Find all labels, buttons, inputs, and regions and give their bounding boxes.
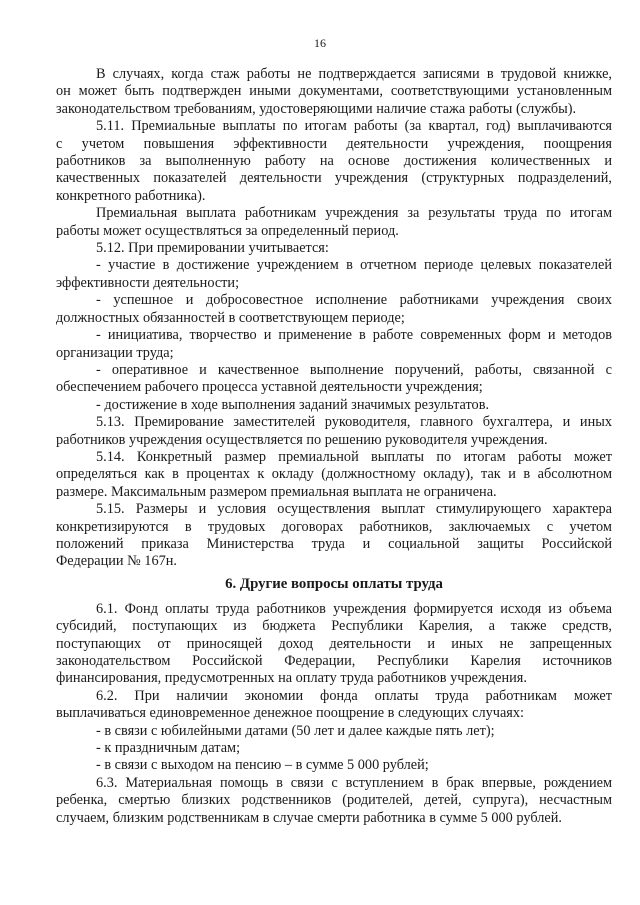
text-line: 6.3. Материальная помощь в связи с вступлением в брак впервые, рождением bbox=[96, 774, 612, 791]
text-line: конкретизируются в трудовых договорах работников, заключаемых с учетом bbox=[56, 518, 612, 535]
text-line: 5.11. Премиальные выплаты по итогам работы (за квартал, год) выплачиваются bbox=[96, 118, 612, 135]
text-line: качественных показателей деятельности учреждения (структурных подразделений, bbox=[56, 170, 612, 187]
text-line: - в связи с выходом на пенсию – в сумме 5 000 рублей; bbox=[96, 757, 429, 774]
text-line: - успешное и добросовестное исполнение работниками учреждения своих bbox=[96, 292, 612, 309]
text-line: организации труда; bbox=[56, 344, 174, 361]
text-line: с учетом повышения эффективности деятельности учреждения, поощрения bbox=[56, 135, 612, 152]
document-body bbox=[56, 66, 612, 827]
text-line: конкретного работника). bbox=[56, 187, 206, 204]
section-5-paragraphs bbox=[56, 66, 612, 571]
text-line: размере. Максимальным размером премиальная выплата не ограничена. bbox=[56, 483, 497, 500]
text-line: работников учреждения осуществляется по решению руководителя учреждения. bbox=[56, 431, 548, 448]
text-line: работников за выполненную работу на основе достижения количественных и bbox=[56, 153, 612, 170]
text-line: - в связи с юбилейными датами (50 лет и далее каждые пять лет); bbox=[96, 722, 495, 739]
text-line: ребенка, смертью близких родственников (родителей, детей, супруга), несчастным bbox=[56, 792, 612, 809]
text-line: Премиальная выплата работникам учреждения за результаты труда по итогам bbox=[96, 205, 612, 222]
text-line: - к праздничным датам; bbox=[96, 740, 241, 757]
text-line: работы может осуществляться за определенный период. bbox=[56, 222, 399, 239]
text-line: случаем, близким родственникам в случае смерти работника в сумме 5 000 рублей. bbox=[56, 809, 562, 826]
text-line: законодательством Российской Федерации, Республики Карелия источников bbox=[56, 653, 612, 669]
section-6-paragraphs bbox=[56, 601, 612, 827]
text-line: он может быть подтвержден иными документами, соответствующими установленным bbox=[56, 83, 612, 100]
text-line: должностных обязанностей в соответствующем периоде; bbox=[56, 309, 405, 326]
page-number: 16 bbox=[314, 36, 326, 50]
text-line: 6.2. При наличии экономии фонда оплаты труда работникам может bbox=[96, 687, 612, 704]
text-line: законодательством требованиям, удостоверяющими наличие стажа работы (службы). bbox=[56, 100, 577, 117]
text-line: субсидий, поступающих из бюджета Республики Карелия, а также средств, bbox=[56, 618, 612, 635]
text-line: - инициатива, творчество и применение в работе современных форм и методов bbox=[96, 327, 612, 344]
text-line: финансирования, предусмотренных на оплату труда работников учреждения. bbox=[56, 670, 527, 687]
text-line: 5.12. При премировании учитывается: bbox=[96, 240, 329, 257]
text-line: - достижение в ходе выполнения заданий значимых результатов. bbox=[96, 396, 490, 413]
text-line: эффективности деятельности; bbox=[56, 274, 240, 291]
text-line: поступающих от приносящей доход деятельности и иных не запрещенных bbox=[56, 635, 612, 652]
text-line: - оперативное и качественное выполнение поручений, работы, связанной с bbox=[96, 361, 612, 378]
text-line: положений приказа Министерства труда и социальной защиты Российской bbox=[56, 535, 612, 552]
text-line: 5.13. Премирование заместителей руководителя, главного бухгалтера, и иных bbox=[96, 414, 612, 431]
text-line: обеспечением рабочего процесса уставной деятельности учреждения; bbox=[56, 379, 483, 396]
text-line: 5.14. Конкретный размер премиальной выплаты по итогам работы может bbox=[96, 448, 612, 465]
text-line: определяться как в процентах к окладу (должностному окладу), так и в абсолютном bbox=[56, 466, 612, 483]
text-line: 5.15. Размеры и условия осуществления выплат стимулирующего характера bbox=[96, 501, 612, 518]
text-line: Федерации № 167н. bbox=[56, 553, 177, 570]
text-line: - участие в достижение учреждением в отчетном периоде целевых показателей bbox=[96, 257, 612, 274]
text-line: выплачиваться единовременное денежное поощрение в следующих случаях: bbox=[56, 705, 524, 722]
section-heading: 6. Другие вопросы оплаты труда bbox=[225, 575, 443, 592]
text-line: 6.1. Фонд оплаты труда работников учреждения формируется исходя из объема bbox=[96, 600, 612, 617]
text-line: В случаях, когда стаж работы не подтверждается записями в трудовой книжке, bbox=[96, 66, 612, 82]
